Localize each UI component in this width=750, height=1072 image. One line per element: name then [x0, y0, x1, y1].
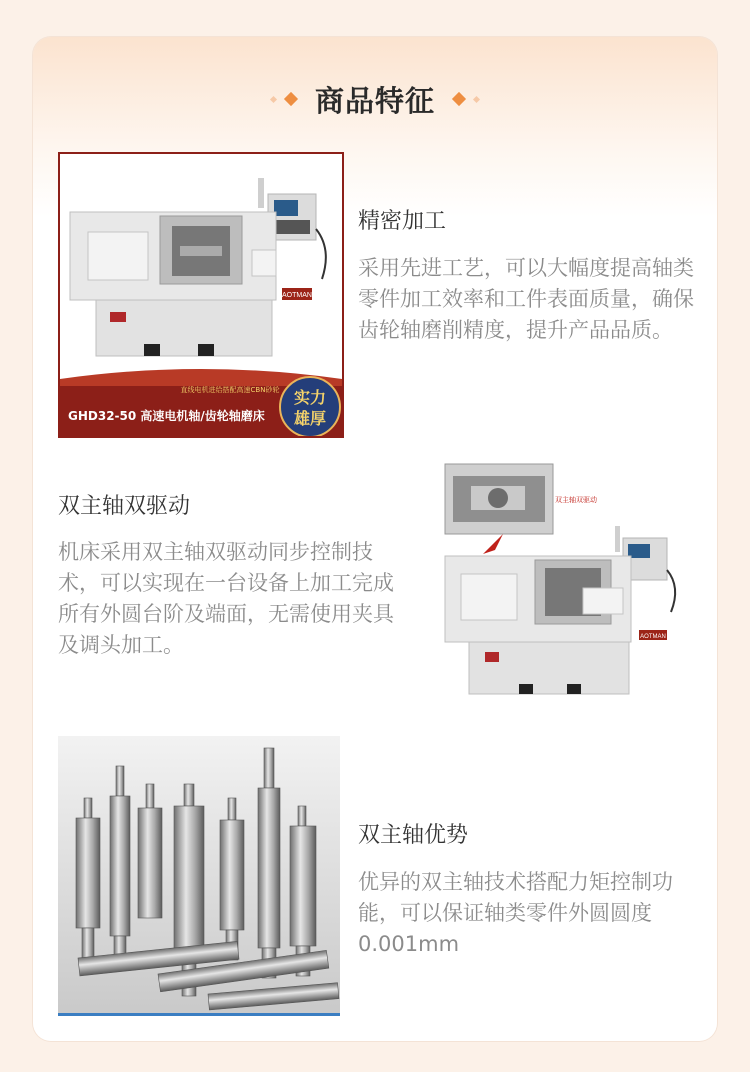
- badge-line-2: 雄厚: [293, 409, 327, 428]
- section-title-advantage: 双主轴优势: [358, 823, 469, 848]
- machine-product-image: [58, 152, 344, 438]
- callout-label: 双主轴双驱动: [555, 496, 597, 504]
- diamond-small-icon: [270, 95, 277, 102]
- badge-line-1: 实力: [293, 388, 327, 407]
- section-text-precision: 采用先进工艺，可以大幅度提高轴类零件加工效率和工件表面质量，确保齿轮轴磨削精度，提升产品品质。: [358, 256, 694, 342]
- diamond-icon: [452, 92, 466, 106]
- brand-label: AOTMAN: [282, 292, 312, 299]
- diamond-small-icon: [473, 95, 480, 102]
- banner-subtitle: 直线电机进给搭配高速CBN砂轮: [180, 386, 280, 394]
- page-title: 商品特征: [314, 83, 435, 118]
- diamond-icon: [284, 92, 298, 106]
- dual-spindle-machine-image: [443, 462, 683, 699]
- banner-model: GHD32-50 高速电机轴/齿轮轴磨床: [68, 409, 265, 423]
- section-title-dual-spindle: 双主轴双驱动: [58, 494, 191, 519]
- shafts-photo: [58, 736, 340, 1016]
- section-text-advantage: 优异的双主轴技术搭配力矩控制功能，可以保证轴类零件外圆圆度0.001mm: [358, 870, 673, 956]
- section-header: [33, 81, 717, 117]
- section-title-precision: 精密加工: [358, 209, 447, 234]
- section-text-dual-spindle: 机床采用双主轴双驱动同步控制技术，可以实现在一台设备上加工完成所有外圆台阶及端面，无需使用夹具及调头加工。: [58, 540, 394, 657]
- brand-label-2: AOTMAN: [640, 634, 666, 640]
- feature-card: [33, 37, 717, 1041]
